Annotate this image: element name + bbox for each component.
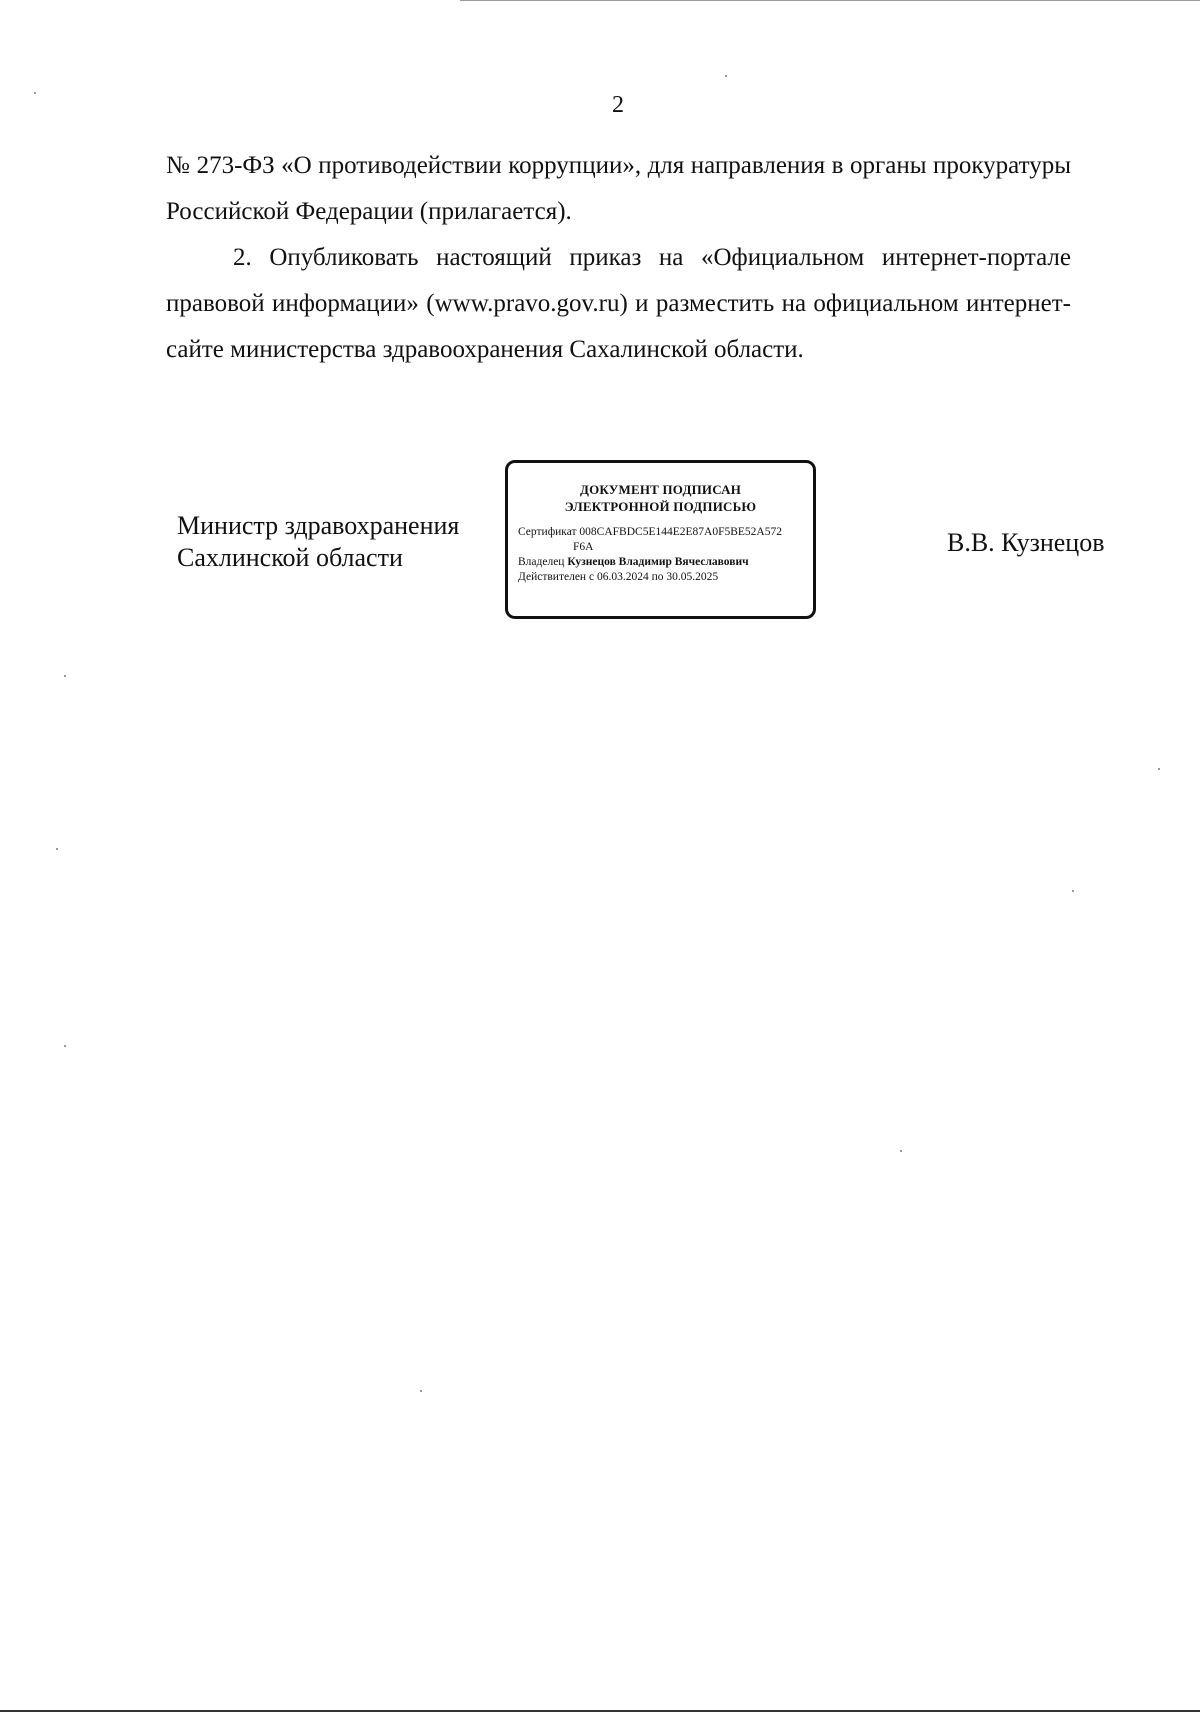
signatory-position-line-2: Сахлинской области [177,543,403,572]
signatory-name: В.В. Кузнецов [947,528,1105,557]
scan-speck [1072,890,1074,892]
stamp-owner-row [518,555,803,570]
document-body [166,143,1071,373]
body-paragraph-1: № 273-ФЗ «О противодействии коррупции», для направления в органы прокуратуры Российской Федерации (прилагается). [166,152,1071,225]
stamp-certificate-value-continued: F6A [573,541,594,553]
scan-speck [900,1150,902,1152]
scan-speck [725,75,727,77]
scan-speck [1158,768,1160,770]
page-number: 2 [612,92,624,118]
bottom-scan-edge [0,1710,1200,1712]
top-scan-edge [460,0,1200,1]
scan-speck [64,1045,66,1047]
scan-speck [420,1390,422,1392]
scan-speck [64,675,66,677]
stamp-title-line-1: ДОКУМЕНТ ПОДПИСАН [579,482,742,497]
stamp-certificate-value: 008CAFBDC5E144E2E87A0F5BE52A572 [579,526,782,538]
stamp-certificate-label: Сертификат [518,526,577,538]
signatory-position [177,510,459,574]
scan-speck [34,92,36,94]
electronic-signature-stamp [505,460,816,619]
stamp-certificate-row [518,525,803,540]
stamp-owner-label: Владелец [518,556,565,568]
scan-speck [56,848,58,850]
stamp-validity: Действителен с 06.03.2024 по 30.05.2025 [518,571,719,583]
stamp-title-line-2: ЭЛЕКТРОННОЙ ПОДПИСЬЮ [564,499,757,514]
signatory-position-line-1: Министр здравохранения [177,511,460,540]
stamp-owner-value: Кузнецов Владимир Вячеславович [567,556,749,568]
body-paragraph-2: 2. Опубликовать настоящий приказ на «Официальном интернет-портале правовой информации» (www.pravo.gov.ru) и разместить на официальном интернет-сайте министерства здравоохранения Сахалинской области. [166,244,1071,363]
